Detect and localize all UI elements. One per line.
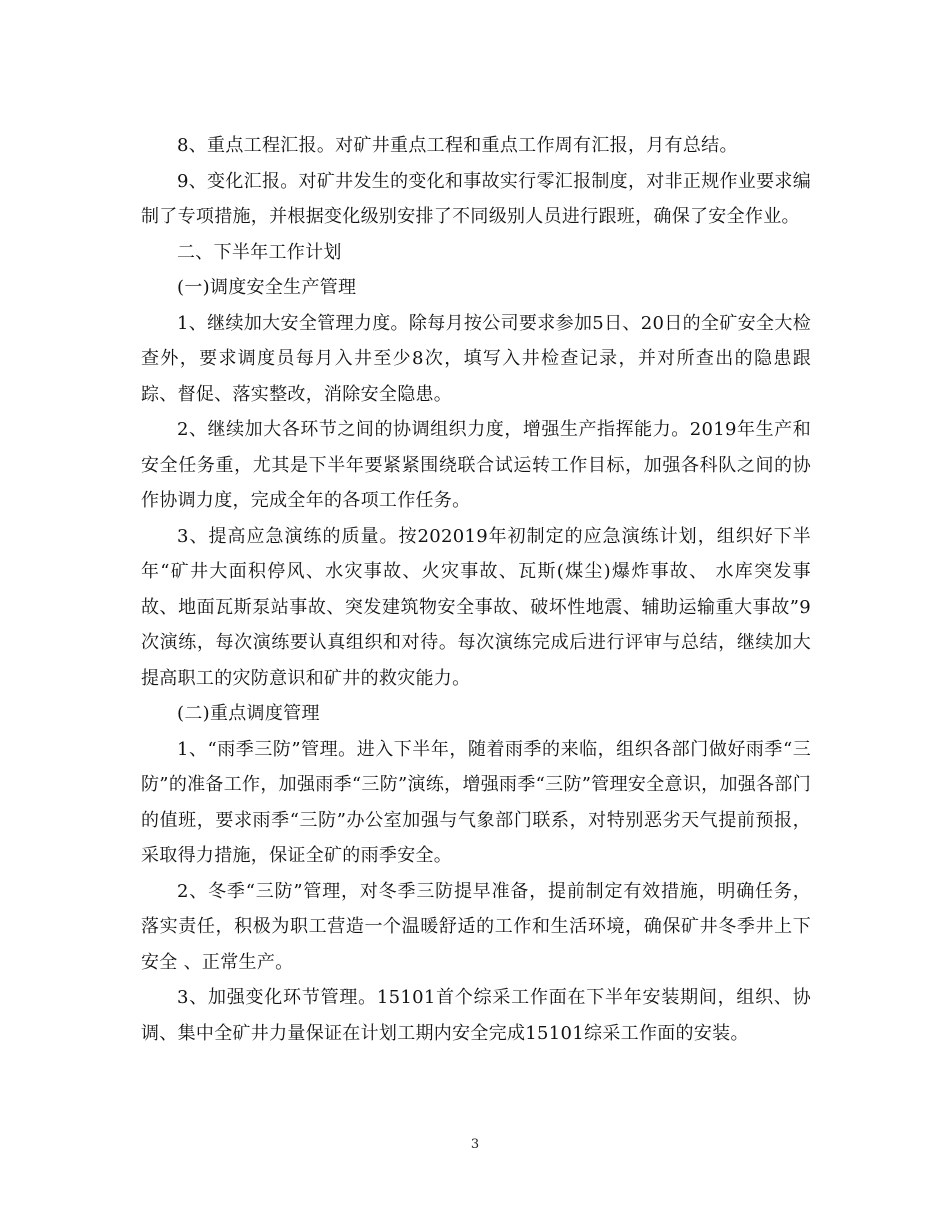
paragraph-safety-1: 1、继续加大安全管理力度。除每月按公司要求参加5日、20日的全矿安全大检查外，要求调度员每月入井至少8次，填写入井检查记录，并对所查出的隐患跟踪、督促、落实整改，消除安全隐患。 [141, 312, 811, 405]
subsection-heading-safety: (一)调度安全生产管理 [177, 277, 357, 298]
paragraph-dispatch-1: 1、“雨季三防”管理。进入下半年，随着雨季的来临，组织各部门做好雨季“三防”的准备工作，加强雨季“三防”演练，增强雨季“三防”管理安全意识，加强各部门的值班，要求雨季“三防”办公室加强与气象部门联系，对特别恶劣天气提前预报，采取得力措施，保证全矿的雨季安全。 [141, 738, 811, 866]
section-heading-plan: 二、下半年工作计划 [177, 241, 342, 263]
paragraph-item-8-report: 8、重点工程汇报。对矿井重点工程和重点工作周有汇报，月有总结。 [177, 135, 738, 156]
paragraph-dispatch-2: 2、冬季“三防”管理，对冬季三防提早准备，提前制定有效措施，明确任务，落实责任，积极为职工营造一个温暖舒适的工作和生活环境，确保矿井冬季井上下安全 、正常生产。 [141, 880, 811, 973]
page-number: 3 [470, 1137, 480, 1152]
document-body [141, 128, 811, 1051]
paragraph-safety-2: 2、继续加大各环节之间的协调组织力度，增强生产指挥能力。2019年生产和安全任务重，尤其是下半年要紧紧围绕联合试运转工作目标，加强各科队之间的协作协调力度，完成全年的各项工作任务。 [141, 419, 811, 511]
subsection-heading-key-dispatch: (二)重点调度管理 [177, 703, 320, 724]
paragraph-safety-3: 3、提高应急演练的质量。按202019年初制定的应急演练计划，组织好下半年“矿井大面积停风、水灾事故、火灾事故、瓦斯(煤尘)爆炸事故、 水库突发事故、地面瓦斯泵站事故、突发建筑物安全事故、破坏性地震、辅助运输重大事故”9次演练，每次演练要认真组织和对待。每次演练完成后进行评审与总结，继续加大提高职工的灾防意识和矿井的救灾能力。 [141, 525, 811, 689]
paragraph-item-9-report: 9、变化汇报。对矿井发生的变化和事故实行零汇报制度，对非正规作业要求编制了专项措施，并根据变化级别安排了不同级别人员进行跟班，确保了安全作业。 [141, 170, 811, 227]
paragraph-dispatch-3: 3、加强变化环节管理。15101首个综采工作面在下半年安装期间，组织、协调、集中全矿井力量保证在计划工期内安全完成15101综采工作面的安装。 [141, 987, 811, 1044]
